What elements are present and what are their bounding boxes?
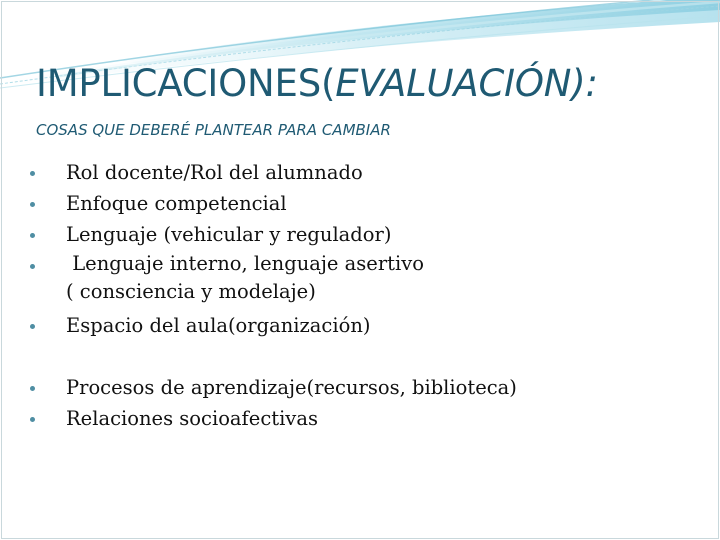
slide-title: [36, 62, 598, 105]
list-item-text: Espacio del aula(organización): [66, 314, 371, 337]
list-item: [28, 219, 517, 250]
bullet-icon: [30, 386, 35, 391]
list-item-text: Rol docente/Rol del alumnado: [66, 161, 363, 184]
list-item-text: Lenguaje interno, lenguaje asertivo: [66, 252, 424, 275]
list-item-text: Lenguaje (vehicular y regulador): [66, 223, 392, 246]
bullet-icon: [30, 233, 35, 238]
title-italic: EVALUACIÓN):: [335, 62, 598, 105]
list-item: [28, 403, 517, 434]
list-item: [28, 250, 517, 310]
title-main: IMPLICACIONES(: [36, 62, 336, 105]
bullet-icon: [30, 202, 35, 207]
list-item: [28, 310, 517, 341]
bullet-icon: [30, 171, 35, 176]
list-item-text: Relaciones socioafectivas: [66, 407, 318, 430]
list-item: [28, 157, 517, 188]
list-item-text: Procesos de aprendizaje(recursos, biblioteca): [66, 376, 517, 399]
bullet-icon: [30, 324, 35, 329]
list-item: [28, 372, 517, 403]
list-item-text-continuation: ( consciencia y modelaje): [66, 280, 316, 303]
bullet-icon: [30, 264, 35, 269]
bullet-list: [28, 157, 517, 434]
slide-subtitle: COSAS QUE DEBERÉ PLANTEAR PARA CAMBIAR: [36, 121, 391, 139]
list-item: [28, 188, 517, 219]
bullet-icon: [30, 417, 35, 422]
list-item-text: Enfoque competencial: [66, 192, 287, 215]
